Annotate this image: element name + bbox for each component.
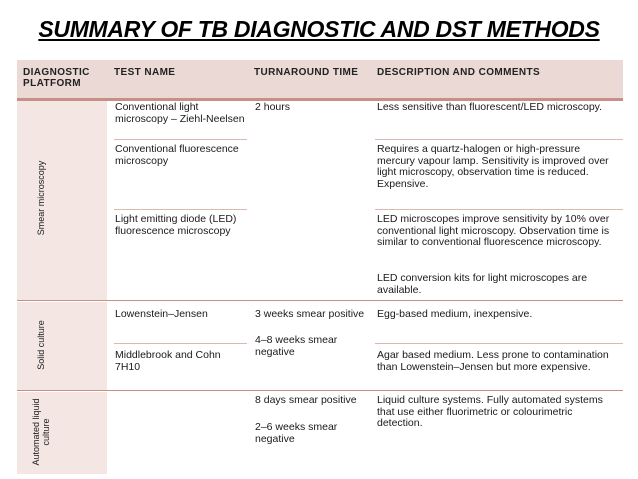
row-divider	[375, 343, 623, 344]
row-divider	[114, 209, 247, 210]
description: Requires a quartz-halogen or high-pressure mercury vapour lamp. Sensitivity is improved over light microscopy, observation time is reduced. Expensive.	[377, 143, 609, 190]
test-name: Middlebrook and Cohn 7H10	[115, 349, 221, 373]
test-name: Conventional fluorescence microscopy	[115, 143, 239, 167]
description: Liquid culture systems. Fully automated systems that use either fluorimetric or colourimetric detection.	[377, 394, 603, 430]
test-name: Light emitting diode (LED) fluorescence microscopy	[115, 213, 237, 237]
platform-cell-smear	[17, 101, 107, 300]
turnaround-time: 3 weeks smear positive	[255, 308, 365, 320]
description: Agar based medium. Less prone to contamination than Lowenstein–Jensen but more expensive.	[377, 349, 609, 373]
test-name: Lowenstein–Jensen	[115, 308, 208, 320]
methods-table	[17, 60, 623, 475]
group-divider	[17, 390, 623, 391]
row-divider	[114, 139, 247, 140]
header-turnaround: TURNAROUND TIME	[254, 67, 359, 78]
row-divider	[375, 209, 623, 210]
page-title: SUMMARY OF TB DIAGNOSTIC AND DST METHODS	[38, 16, 600, 42]
table-header	[17, 60, 623, 101]
header-platform: DIAGNOSTIC PLATFORM	[23, 67, 90, 89]
description: LED conversion kits for light microscopes are available.	[377, 272, 588, 296]
platform-cell-liquid	[17, 392, 107, 474]
row-divider	[114, 343, 247, 344]
group-divider	[17, 300, 623, 301]
turnaround-time: 2 hours	[255, 101, 291, 113]
description: LED microscopes improve sensitivity by 10% over conventional light microscopy. Observation time is similar to conventional fluorescence microscopy.	[377, 213, 610, 249]
turnaround-time: 4–8 weeks smear negative	[255, 334, 338, 358]
test-name: Conventional light microscopy – Ziehl-Neelsen	[115, 101, 245, 125]
header-description: DESCRIPTION AND COMMENTS	[377, 67, 541, 78]
row-divider	[375, 139, 623, 140]
header-test-name: TEST NAME	[114, 67, 176, 78]
platform-cell-solid	[17, 302, 107, 390]
platform-label: Smear microscopy	[36, 160, 46, 236]
platform-label: Solid culture	[36, 320, 46, 370]
turnaround-time: 8 days smear positive	[255, 394, 357, 406]
description: Less sensitive than fluorescent/LED microscopy.	[377, 101, 603, 113]
description: Egg-based medium, inexpensive.	[377, 308, 533, 320]
turnaround-time: 2–6 weeks smear negative	[255, 421, 338, 445]
platform-label: Automated liquid culture	[31, 398, 51, 466]
